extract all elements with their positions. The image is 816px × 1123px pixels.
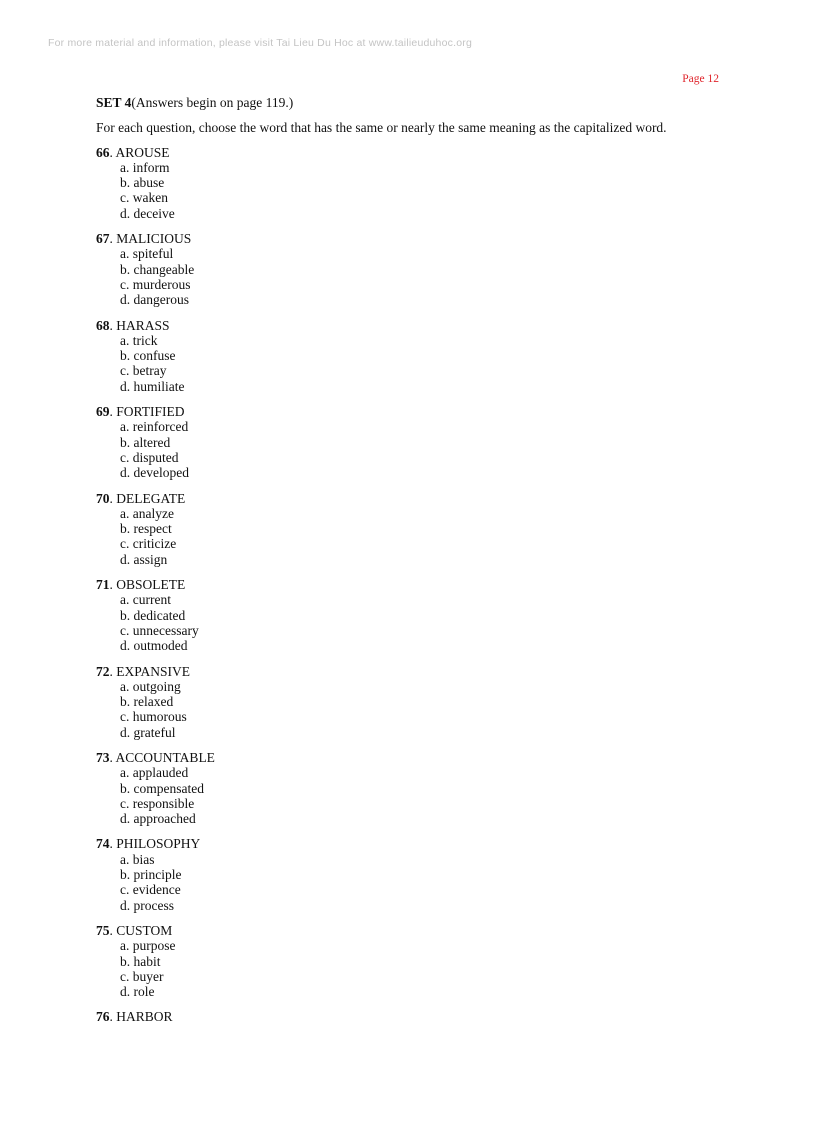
- page-number: Page 12: [682, 73, 719, 85]
- option-list: [96, 852, 716, 913]
- question-item: [96, 404, 716, 480]
- option-b: b. respect: [120, 521, 172, 537]
- question-head: 67. MALICIOUS: [96, 231, 192, 247]
- option-c: c. evidence: [120, 882, 181, 898]
- option-b: b. principle: [120, 867, 182, 883]
- option-b: b. changeable: [120, 261, 195, 277]
- option-list: [96, 160, 716, 221]
- option-d: d. humiliate: [120, 378, 185, 394]
- option-c: c. unnecessary: [120, 622, 199, 638]
- question-item: [96, 577, 716, 653]
- option-c: c. criticize: [120, 536, 177, 552]
- option-list: [96, 592, 716, 653]
- option-d: d. process: [120, 897, 174, 913]
- question-head: 72. EXPANSIVE: [96, 663, 191, 679]
- question-item: [96, 491, 716, 567]
- option-a: a. trick: [120, 332, 158, 348]
- option-b: b. relaxed: [120, 694, 174, 710]
- option-a: a. analyze: [120, 505, 174, 521]
- question-word: CUSTOM: [116, 922, 173, 938]
- option-c: c. betray: [120, 363, 167, 379]
- question-word: FORTIFIED: [116, 404, 185, 420]
- option-d: d. grateful: [120, 724, 176, 740]
- question-item: [96, 750, 716, 826]
- option-a: a. current: [120, 592, 171, 608]
- option-b: b. dedicated: [120, 607, 186, 623]
- option-list: [96, 419, 716, 480]
- question-word: HARBOR: [116, 1009, 173, 1025]
- question-number: 74: [96, 836, 110, 852]
- option-c: c. waken: [120, 190, 168, 206]
- question-item: [96, 231, 716, 307]
- question-item: [96, 145, 716, 221]
- question-word: EXPANSIVE: [116, 663, 191, 679]
- question-word: ACCOUNTABLE: [115, 749, 215, 765]
- document-body: [96, 95, 716, 1035]
- question-number: 76: [96, 1009, 110, 1025]
- option-list: [96, 938, 716, 999]
- option-list: [96, 765, 716, 826]
- option-d: d. deceive: [120, 205, 175, 221]
- question-item: [96, 1009, 716, 1024]
- option-d: d. approached: [120, 811, 196, 827]
- question-word: AROUSE: [115, 144, 170, 160]
- option-a: a. bias: [120, 851, 155, 867]
- option-a: a. reinforced: [120, 419, 189, 435]
- option-d: d. role: [120, 984, 155, 1000]
- question-word: DELEGATE: [116, 490, 186, 506]
- option-c: c. disputed: [120, 449, 179, 465]
- option-a: a. inform: [120, 159, 170, 175]
- option-d: d. dangerous: [120, 292, 189, 308]
- set-label: SET 4: [96, 95, 132, 110]
- question-head: 66. AROUSE: [96, 144, 170, 160]
- question-number: 66: [96, 144, 110, 160]
- question-item: [96, 318, 716, 394]
- option-b: b. habit: [120, 953, 161, 969]
- question-number: 67: [96, 231, 110, 247]
- option-d: d. outmoded: [120, 638, 188, 654]
- question-number: 68: [96, 317, 110, 333]
- question-head: 74. PHILOSOPHY: [96, 836, 201, 852]
- watermark-text: For more material and information, please visit Tai Lieu Du Hoc at www.tailieuduhoc.org: [48, 37, 472, 49]
- question-number: 71: [96, 577, 110, 593]
- option-list: [96, 333, 716, 394]
- option-c: c. humorous: [120, 709, 187, 725]
- option-d: d. assign: [120, 551, 168, 567]
- question-item: [96, 664, 716, 740]
- option-a: a. outgoing: [120, 678, 181, 694]
- option-c: c. murderous: [120, 276, 191, 292]
- question-number: 72: [96, 663, 110, 679]
- question-head: 73. ACCOUNTABLE: [96, 749, 215, 765]
- question-head: 70. DELEGATE: [96, 490, 186, 506]
- option-c: c. buyer: [120, 968, 164, 984]
- option-a: a. applauded: [120, 765, 189, 781]
- option-list: [96, 679, 716, 740]
- question-word: MALICIOUS: [116, 231, 192, 247]
- option-c: c. responsible: [120, 795, 195, 811]
- option-b: b. altered: [120, 434, 171, 450]
- question-number: 75: [96, 922, 110, 938]
- question-head: 71. OBSOLETE: [96, 577, 186, 593]
- question-item: [96, 836, 716, 912]
- instructions: For each question, choose the word that has the same or nearly the same meaning as the capitalized word.: [96, 120, 667, 136]
- option-a: a. purpose: [120, 938, 176, 954]
- set-heading: [96, 95, 716, 110]
- question-head: 69. FORTIFIED: [96, 404, 185, 420]
- option-a: a. spiteful: [120, 246, 174, 262]
- question-number: 73: [96, 749, 110, 765]
- question-item: [96, 923, 716, 999]
- question-word: HARASS: [116, 317, 170, 333]
- option-d: d. developed: [120, 465, 189, 481]
- question-number: 70: [96, 490, 110, 506]
- option-b: b. confuse: [120, 348, 176, 364]
- question-word: PHILOSOPHY: [116, 836, 201, 852]
- question-head: 76. HARBOR: [96, 1009, 173, 1025]
- option-b: b. abuse: [120, 175, 165, 191]
- question-head: 68. HARASS: [96, 317, 170, 333]
- question-number: 69: [96, 404, 110, 420]
- option-list: [96, 246, 716, 307]
- option-list: [96, 506, 716, 567]
- question-head: 75. CUSTOM: [96, 922, 173, 938]
- option-b: b. compensated: [120, 780, 204, 796]
- set-note: (Answers begin on page 119.): [131, 95, 294, 110]
- question-word: OBSOLETE: [116, 577, 186, 593]
